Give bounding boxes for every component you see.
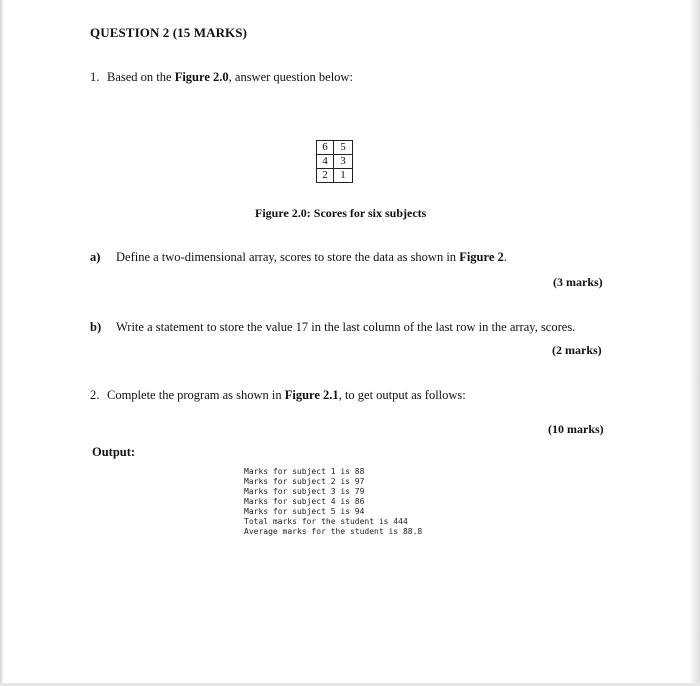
part-a-text bbox=[90, 250, 507, 265]
table-spacer bbox=[353, 169, 354, 183]
table-cell: 2 bbox=[317, 169, 334, 183]
console-line: Marks for subject 3 is 79 bbox=[244, 487, 365, 496]
console-line: Average marks for the student is 88.8 bbox=[244, 527, 423, 536]
question-2-text-before: Complete the program as shown in bbox=[107, 388, 285, 402]
page-edge-left bbox=[0, 0, 3, 686]
table-row bbox=[317, 155, 354, 169]
part-b-marks: (2 marks) bbox=[552, 343, 602, 357]
question-2-figure-ref: Figure 2.1 bbox=[284, 388, 339, 402]
question-2-text-after: , to get output as follows: bbox=[338, 388, 466, 402]
table-row bbox=[317, 141, 354, 155]
part-a-marks: (3 marks) bbox=[553, 275, 603, 289]
question-1-number: 1. bbox=[90, 70, 100, 84]
console-output bbox=[244, 467, 422, 537]
console-line: Marks for subject 2 is 97 bbox=[244, 477, 365, 486]
console-line: Total marks for the student is 444 bbox=[244, 517, 408, 526]
table-cell: 5 bbox=[334, 141, 353, 155]
table-cell: 4 bbox=[317, 155, 334, 169]
console-line: Marks for subject 5 is 94 bbox=[244, 507, 365, 516]
part-a-text-after: . bbox=[503, 250, 507, 264]
table-spacer bbox=[353, 155, 354, 169]
question-2-number: 2. bbox=[90, 388, 100, 402]
table-cell: 1 bbox=[334, 169, 353, 183]
part-a-text-before: Define a two-dimensional array, scores to store the data as shown in bbox=[116, 250, 460, 264]
question-2-text bbox=[90, 388, 466, 403]
part-b-statement: Write a statement to store the value 17 in the last column of the last row in the array, scores. bbox=[116, 320, 576, 334]
table-cell: 3 bbox=[334, 155, 353, 169]
question-title: QUESTION 2 (15 MARKS) bbox=[90, 25, 248, 40]
part-b-label: b) bbox=[90, 320, 102, 334]
question-1-text-before: Based on the bbox=[107, 70, 175, 84]
part-b-text bbox=[90, 320, 575, 335]
output-label: Output: bbox=[92, 445, 136, 459]
figure-caption: Figure 2.0: Scores for six subjects bbox=[255, 206, 427, 220]
table-cell: 6 bbox=[317, 141, 334, 155]
question-2-marks: (10 marks) bbox=[548, 422, 604, 436]
part-a-figure-ref: Figure 2 bbox=[459, 250, 504, 264]
question-1-figure-ref: Figure 2.0 bbox=[174, 70, 229, 84]
scores-figure-table bbox=[316, 140, 354, 183]
console-line: Marks for subject 4 is 86 bbox=[244, 497, 365, 506]
table-row bbox=[317, 169, 354, 183]
page-edge-right bbox=[690, 0, 700, 686]
console-line: Marks for subject 1 is 88 bbox=[244, 467, 365, 476]
table-spacer bbox=[353, 141, 354, 155]
part-a-label: a) bbox=[90, 250, 101, 264]
question-1-text bbox=[90, 70, 353, 85]
question-1-text-after: , answer question below: bbox=[228, 70, 353, 84]
